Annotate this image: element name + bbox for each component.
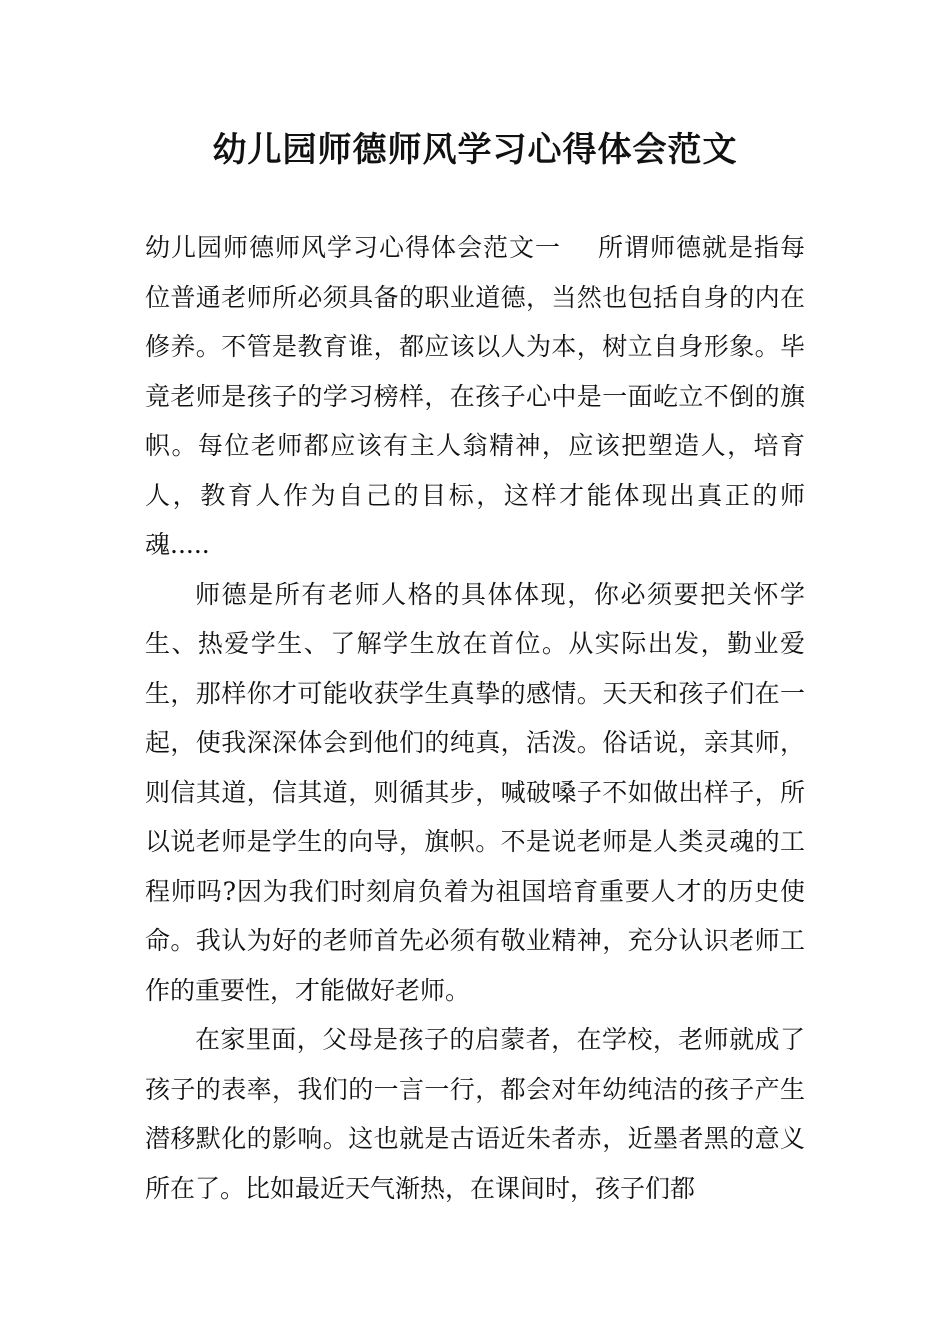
- document-title: 幼儿园师德师风学习心得体会范文: [212, 130, 738, 170]
- paragraph-2: 师德是所有老师人格的具体体现，你必须要把关怀学生、热爱学生、了解学生放在首位。从实际出发，勤业爱生，那样你才可能收获学生真挚的感情。天天和孩子们在一起，使我深深体会到他们的纯真，活泼。俗话说，亲其师，则信其道，信其道，则循其步，喊破嗓子不如做出样子，所以说老师是学生的向导，旗帜。不是说老师是人类灵魂的工程师吗?因为我们时刻肩负着为祖国培育重要人才的历史使命。我认为好的老师首先必须有敬业精神，充分认识老师工作的重要性，才能做好老师。: [145, 579, 805, 1005]
- paragraph-1: [145, 223, 805, 570]
- paragraph-1-text: 所谓师德就是指每位普通老师所必须具备的职业道德，当然也包括自身的内在修养。不管是教育谁，都应该以人为本，树立自身形象。毕竟老师是孩子的学习榜样，在孩子心中是一面屹立不倒的旗帜。每位老师都应该有主人翁精神，应该把塑造人，培育人，教育人作为自己的目标，这样才能体现出真正的师魂.....: [145, 233, 805, 559]
- paragraph-3: 在家里面，父母是孩子的启蒙者，在学校，老师就成了孩子的表率，我们的一言一行，都会对年幼纯洁的孩子产生潜移默化的影响。这也就是古语近朱者赤，近墨者黑的意义所在了。比如最近天气渐热，在课间时，孩子们都: [145, 1025, 805, 1203]
- document-body: [145, 223, 805, 1213]
- intro-heading: 幼儿园师德师风学习心得体会范文一: [145, 233, 561, 262]
